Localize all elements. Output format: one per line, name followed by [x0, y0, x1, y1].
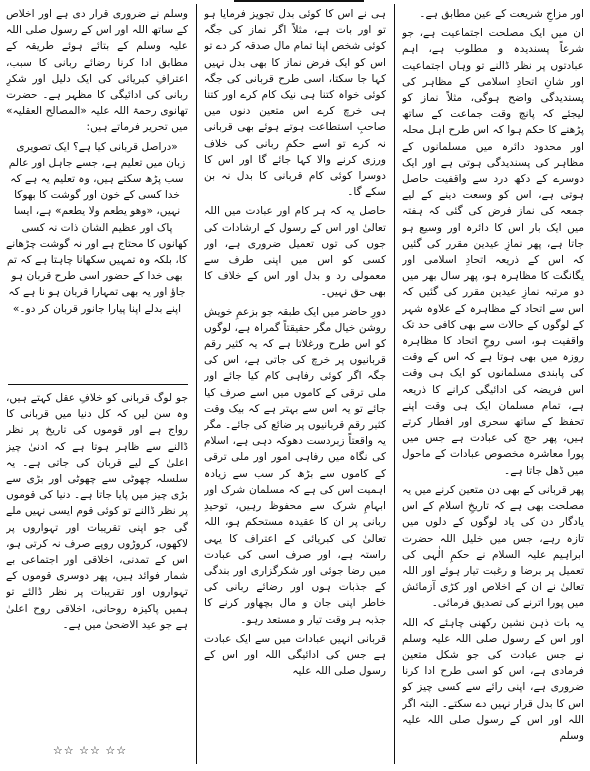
- column-divider-right: [394, 4, 395, 764]
- paragraph: حاصل یہ کہ ہر کام اور عبادت میں اللہ تعالیٰ اور اس کے رسول کے ارشادات کی جوں کی توں تعمیل ضروری ہے، اور کسی کو اس میں اپنی طرف سے معمولی رد و بدل اور اس کے خلاف کا بھی حق نہیں۔: [204, 205, 386, 299]
- column-middle: [204, 6, 386, 766]
- paragraph: ہی نے اس کا کوئی بدل تجویز فرمایا ہو تو اور بات ہے، مثلاً اگر نماز کی جگہ کوئی شخص اپنا تمام مال صدقہ کر دے تو اس کو ایک فرض نماز کا بھی بدل نہیں کہا جا سکتا، اسی طرح قربانی کی جگہ کوئی خواہ کتنا ہی نیک کام کرے اور کتنا ہی خرچ کرے اس متعین دنوں میں صاحبِ استطاعت ہوتے ہوئے بھی قربانی نہ کرے تو اسے حکمِ ربانی کی خلاف ورزی کرنے والا کہا جائے گا اور اس کا دوسرا کوئی کام قربانی کا بدل نہ بن سکے گا۔: [204, 8, 386, 199]
- paragraph: دورِ حاضر میں ایک طبقہ جو بزعمِ خویش روشن خیال مگر حقیقتاً گمراہ ہے، لوگوں کو اس طرح ورغلاتا ہے کہ یہ کثیر رقم قربانیوں پر خرچ کی جاتی ہے، اس کی جگہ اگر کوئی رفاہی کام کیا جائے اور ملی ترقی کے کاموں میں اسے صرف کیا جائے تو یہ اس سے بہتر ہے کہ بیک وقت کثیر رقم قربانیوں پر ضائع کی جائے۔ مگر یہ واقعتاً زبردست دھوکہ دہی ہے، اسلام کی نگاہ میں رفاہی امور اور ملی ترقی کے کاموں سے بڑھ کر سب سے زیادہ اہمیت اس کی ہے کہ مسلمان شرک اور ابہامِ شرک سے محفوظ رہیں، توحیدِ ربانی پر ان کا عقیدہ مستحکم ہو، اللہ تعالیٰ کی کبریائی کے اعتراف کا یہی راستہ ہے، اور صرف اسی کی عبادت میں رضا جوئی اور شکرگزاری اور بندگی کے جذبات ہوں اور رضائے ربانی کی خاطر اپنی جان و مال بچھاور کرنے کا جذبہ ہر وقت تیار و مستعد رہو۔: [204, 305, 386, 626]
- top-rule: [234, 0, 364, 2]
- column-right: [402, 6, 584, 766]
- paragraph: اور مزاجِ شریعت کے عین مطابق ہے۔: [419, 8, 584, 20]
- paragraph: وسلم نے ضروری قرار دی ہے اور اخلاص کے ساتھ اللہ اور اس کے رسول صلی اللہ علیہ وسلم کے بتائے ہوئے طریقہ کے مطابق ادا کرنا رضائے ربانی کا سبب، اعترافِ کبریائی کی ایک دلیل اور شکرِ ربانی کی ادائیگی کا مظہر ہے۔ حضرت تھانوی رحمۃ اللہ علیہ «المصالح العقلیہ» میں تحریر فرماتے ہیں:: [6, 8, 188, 134]
- column-left-top: [6, 6, 188, 386]
- column-left-bottom: [6, 390, 188, 735]
- column-divider-left: [196, 4, 197, 764]
- paragraph: قربانی انہیں عبادات میں سے ایک عبادت ہے جس کی ادائیگی اللہ اور اس کے رسول صلی اللہ علیہ: [204, 632, 386, 678]
- paragraph: یہ بات ذہن نشین رکھنی چاہئے کہ اللہ اور اس کے رسول صلی اللہ علیہ وسلم نے جس عبادت کی جو شکل متعین فرمادی ہے، اس کو اسی طرح ادا کرنا ضروری ہے، اپنی رائے سے کسی چیز کو اس کا بدل قرار نہیں دے سکتے۔ البتہ اگر اللہ اور اس کے رسول صلی اللہ علیہ وسلم: [402, 616, 584, 742]
- paragraph: پھر قربانی کے بھی دن متعین کرنے میں یہ مصلحت بھی ہے کہ تاریخِ اسلام کے اس یادگار دن کی یاد لوگوں کے دلوں میں تازہ رہے، جس میں خلیل اللہ حضرت ابراہیم علیہ السلام نے حکمِ الٰہی کی تعمیل پر برضا و رغبت تیار ہوئے اور اللہ تعالیٰ نے ان کے اخلاص اور کڑی آزمائش میں پورا اترنے کی تصدیق فرمائی۔: [402, 483, 584, 610]
- paragraph: جو لوگ قربانی کو خلافِ عقل کہتے ہیں، وہ سن لیں کہ کل دنیا میں قربانی کا رواج ہے اور قوموں کی تاریخ پر نظر ڈالنے سے ظاہر ہوتا ہے کہ ادنیٰ چیز اعلیٰ کے لیے قربان کی جاتی ہے۔ یہ سلسلہ چھوٹی سے چھوٹی اور بڑی سے بڑی چیز میں پایا جاتا ہے۔ دنیا کی قوموں پر نظر ڈالنے تو کوئی قوم ایسی نہیں ملے گی جو اپنی تقریبات اور تہواروں پر لاکھوں، کروڑوں روپے صرف نہ کرتی ہو، اس کے تمدنی، اخلاقی اور اجتماعی بے شمار فوائد ہیں، پھر دوسری قوموں کے تہواروں اور تقریبات پر نظر ڈالئے تو ہمیں پاکیزہ روحانی، اخلاقی روح اعلیٰ ہے جو عید الاضحیٰ میں ہے۔: [6, 392, 188, 631]
- footer-stars: ☆☆ ☆☆ ☆☆: [52, 744, 128, 757]
- quotation: «دراصل قربانی کیا ہے؟ ایک تصویری زبان میں تعلیم ہے، جسے جاہل اور عالم سب پڑھ سکتے ہیں، وہ تعلیم یہ ہے کہ خدا کسی کے خون اور گوشت کا بھوکا نہیں، «وھو یطعم ولا یطعم» ہے، ایسا پاک اور عظیم الشان ذات نہ کسی کھانوں کا محتاج ہے اور نہ گوشت چڑھانے کا، بلکہ وہ تمہیں سکھانا چاہتا ہے کہ تم بھی خدا کے حضور اسی طرح قربان ہو جاؤ اور یہ بھی تمہارا قربان ہو نا ہے کہ اپنے بدلے اپنا پیارا جانور قربان کر دو۔»: [6, 140, 188, 315]
- paragraph: ان میں ایک مصلحت اجتماعیت ہے، جو شرعاً پسندیدہ و مطلوب ہے، اہم عبادتوں پر نظر ڈالنے تو وہاں اجتماعیت اور شانِ اتحادِ اسلامی کے مظاہر کی پسندیدگی واضح ہوگی، مثلاً نماز کو لیجئے کہ پانچ وقت جماعت کے ساتھ پڑھنے کا حکم ہوا کہ اس طرح اہل محلہ اور محدود دائرہ میں مسلمانوں کے مظاہر کی پسندیدگی ہوتی ہے اور ایک دوسرے کے دکھ درد سے واقفیت حاصل ہوتی ہے، اس کو وسعت دینے کے لیے جمعہ کی نماز فرض کی گئی کہ ہفتہ میں ایک بار اس کا دائرہ اور وسیع ہو جاتا ہے، پھر نمازِ عیدین مقرر کی گئیں کہ اس کے ذریعہ اتحادِ اسلامی اور یگانگت کا مظاہرہ ہو، پھر سال بھر میں دو مرتبہ نمازِ عیدین مقرر کی گئیں کہ اس سے اتحاد کے مظاہرہ کے علاوہ شہر کے لوگوں کے حالات سے بھی کافی حد تک واقفیت ہو، اسی روحِ اتحاد کا مظاہرہ روزہ میں بھی ہوتا ہے کہ اس کے وقت کی پابندی مسلمانوں کو ایک ہی وقت اس فریضہ کی ادائیگی کرانے کا ذریعہ ہے، تمام مسلمان ایک ہی وقت اپنے تحفظ کے ساتھ سحری اور افطار کرتے ہیں، پھر حج کی عبادت ہے جس میں پورا معاشرہ مخصوص عبادات کے ماحول میں ڈھل جاتا ہے۔: [402, 27, 584, 477]
